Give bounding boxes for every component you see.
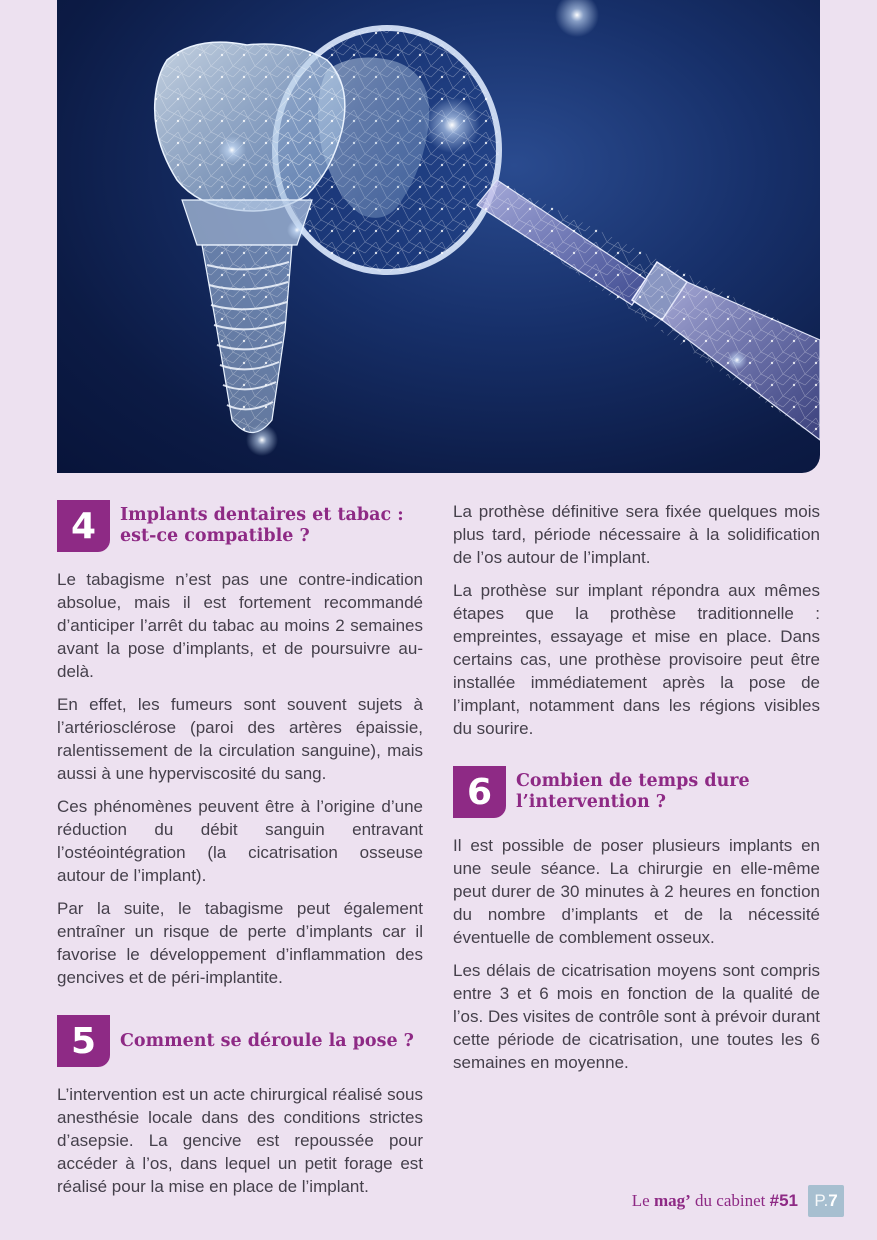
section-6-title: Combien de temps dure l’intervention ? <box>516 771 750 812</box>
section-number-badge: 6 <box>453 766 506 818</box>
paragraph: Le tabagisme n’est pas une contre-indication absolue, mais il est fortement recommandé d’anticiper l’arrêt du tabac au moins 2 semaines avant la pose d’implants, et de poursuivre au-delà. <box>57 570 423 681</box>
paragraph: La prothèse définitive sera fixée quelques mois plus tard, période nécessaire à la solidification de l’os autour de l’implant. <box>453 502 820 567</box>
right-column <box>453 500 820 1084</box>
page-footer <box>632 1185 844 1217</box>
section-5-title: Comment se déroule la pose ? <box>120 1030 414 1051</box>
magnifier <box>275 28 820 440</box>
section-5-header <box>57 1015 423 1067</box>
paragraph: Ces phénomènes peuvent être à l’origine d’une réduction du débit sanguin entravant l’ostéointégration (la cicatrisation osseuse autour de l’implant). <box>57 797 423 885</box>
paragraph: Il est possible de poser plusieurs implants en une seule séance. La chirurgie en elle-même peut durer de 30 minutes à 2 heures en fonction du nombre d’implants et de la nécessité éventuelle de comblement osseux. <box>453 836 820 947</box>
paragraph: L’intervention est un acte chirurgical réalisé sous anesthésie locale dans des conditions strictes d’asepsie. La gencive est repoussée pour accéder à l’os, dans lequel un petit forage est réalisé pour la mise en place de l’implant. <box>57 1085 423 1196</box>
implant-illustration <box>57 0 820 473</box>
paragraph: Par la suite, le tabagisme peut également entraîner un risque de perte d’implants car il favorise le développement d’inflammation des gencives et de péri-implantite. <box>57 899 423 987</box>
section-number-badge: 4 <box>57 500 110 552</box>
paragraph: La prothèse sur implant répondra aux mêmes étapes que la prothèse traditionnelle : empreintes, essayage et mise en place. Dans certains cas, une prothèse provisoire peut être installée immédiatement après la pose de l’implant, notamment dans les régions visibles du sourire. <box>453 581 820 738</box>
section-number-badge: 5 <box>57 1015 110 1067</box>
hero-illustration <box>57 0 820 473</box>
section-4-header <box>57 500 423 552</box>
magazine-name: Le mag’ du cabinet #51 <box>631 1191 798 1210</box>
left-column <box>57 500 423 1208</box>
section-4-title: Implants dentaires et tabac : est-ce compatible ? <box>120 505 404 546</box>
page-number-badge: P. 7 <box>808 1185 844 1217</box>
paragraph: En effet, les fumeurs sont souvent sujets à l’artériosclérose (paroi des artères épaissie, ralentissement de la circulation sanguine), mais aussi à une hyperviscosité du sang. <box>57 695 423 783</box>
section-6-header <box>453 766 820 818</box>
paragraph: Les délais de cicatrisation moyens sont compris entre 3 et 6 mois en fonction de la qualité de l’os. Des visites de contrôle sont à prévoir durant cette période de cicatrisation, une toutes les 6 semaines en moyenne. <box>453 961 820 1072</box>
